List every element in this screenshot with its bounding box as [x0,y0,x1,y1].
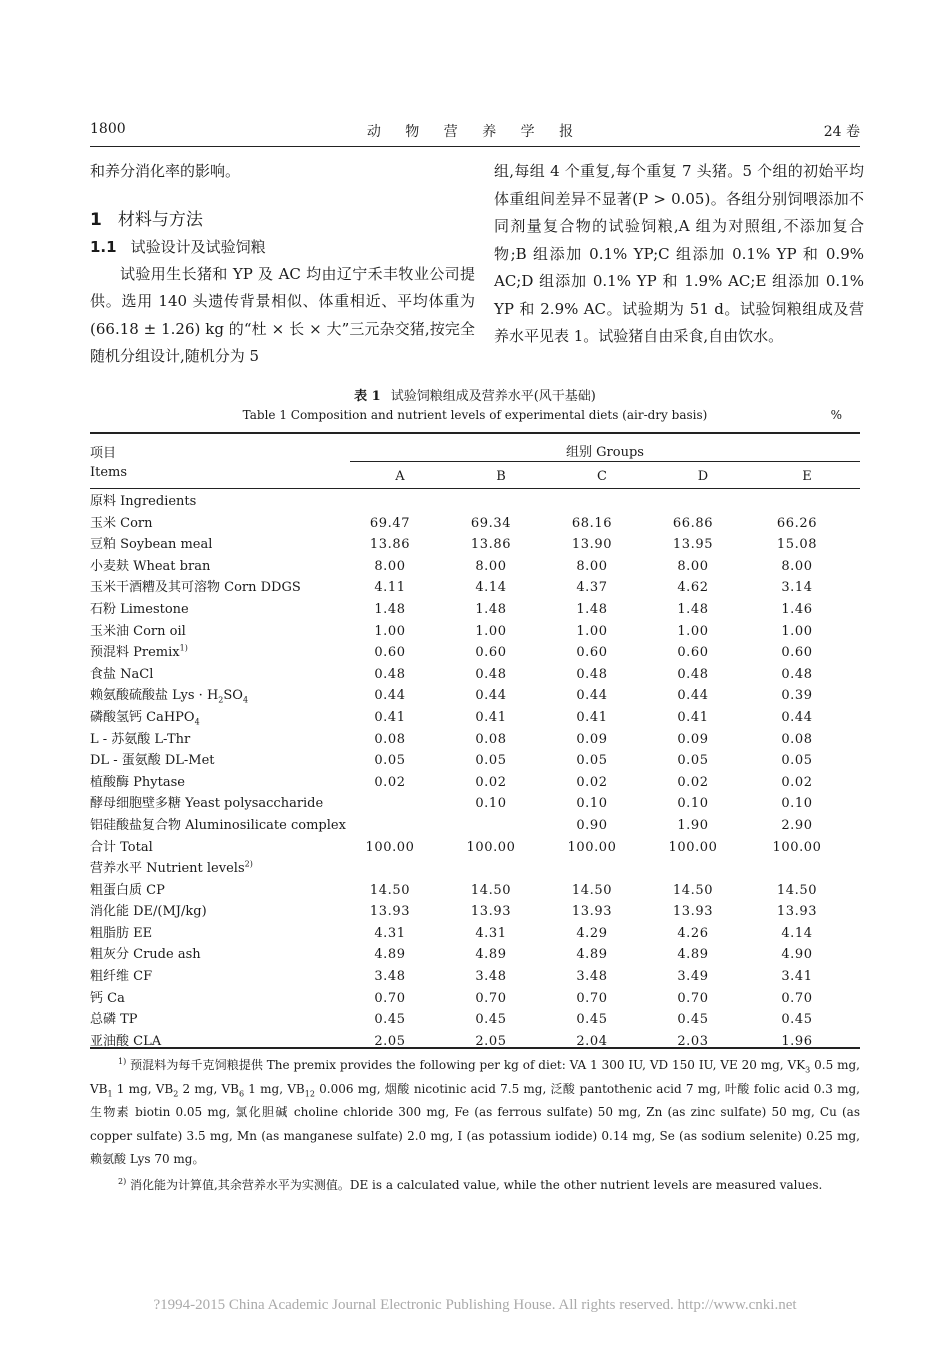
table-head-rule [90,488,860,489]
table-cell: 0.41 [475,709,507,725]
row-label: 营养水平 Nutrient levels$^{2)}$ [90,859,253,877]
table-cell: 4.14 [781,925,813,941]
note-2: $^{2)}$ 消化能为计算值,其余营养水平为实测值。DE is a calculated value, while the other nutrient levels are measured values. [118,1176,823,1192]
table-cell: 13.93 [470,904,512,920]
table-cell: 13.93 [369,904,411,920]
table-cell: 4.11 [374,580,406,596]
table-cell: 3.49 [677,969,709,985]
row-label: 玉米油 Corn oil [90,623,186,639]
table-cell: 0.09 [576,731,608,747]
table-row [90,664,860,686]
table-row [90,685,860,707]
row-label: 消化能 DE/(MJ/kg) [90,904,207,920]
header-rule [90,146,860,147]
continued-paragraph: 和养分消化率的影响。 [90,162,241,180]
table-cell: 0.70 [677,990,709,1006]
table-cell: 0.08 [475,731,507,747]
table-cell: 0.05 [677,753,709,769]
table-row [90,923,860,945]
table-cell: 4.31 [475,925,507,941]
table-cell: 8.00 [781,558,813,574]
table-cell: 0.10 [576,796,608,812]
table-row [90,858,860,880]
row-label: 合计 Total [90,839,153,855]
table-cell: 3.14 [781,580,813,596]
table-cell: 13.93 [776,904,818,920]
subsection-number: 1.1 [90,237,117,256]
table-row [90,513,860,535]
table-row [90,880,860,902]
table-row [90,901,860,923]
table-row [90,793,860,815]
head-item-en: Items [90,465,128,480]
row-label: 磷酸氢钙 CaHPO$_4$ [90,709,200,727]
row-label: 玉米干酒糟及其可溶物 Corn DDGS [90,580,301,596]
table-cell: 0.60 [374,645,406,661]
section-heading [90,207,475,234]
table-cell: 100.00 [567,839,617,855]
left-column [90,158,475,371]
table-row [90,556,860,578]
table-row [90,966,860,988]
table-cell: 0.48 [374,666,406,682]
table-cell: 0.41 [374,709,406,725]
table-row [90,837,860,859]
row-label: 石粉 Limestone [90,601,189,617]
table-row [90,944,860,966]
table-cell: 14.50 [470,882,512,898]
table-cell: 3.48 [475,969,507,985]
row-label: 小麦麸 Wheat bran [90,558,211,574]
row-label: DL - 蛋氨酸 DL-Met [90,753,215,769]
table-cell: 100.00 [365,839,415,855]
table-cell: 0.08 [781,731,813,747]
table-cell: 0.90 [576,817,608,833]
copyright-footer: ?1994-2015 China Academic Journal Electronic Publishing House. All rights reserved. http://www.cnki.net [153,1297,797,1313]
table-row [90,599,860,621]
table-cell: 0.10 [475,796,507,812]
table-unit: % [830,408,842,422]
table-label: 表 1 [354,389,381,404]
table-cell: 4.31 [374,925,406,941]
body-paragraph-right: 组,每组 4 个重复,每个重复 7 头猪。5 个组的初始平均体重组间差异不显著(P > 0.05)。各组分别饲喂添加不同剂量复合物的试验饲粮,A 组为对照组,不添加复合物;B 组添加 0.1% YP;C 组添加 0.1% YP 和 0.9% AC;D 组添加 0.1% YP 和 1.9% AC;E 组添加 0.1% YP 和 2.9% AC。试验期为 51 d。试验饲粮组成及营养水平见表 1。试验猪自由采食,自由饮水。 [494,162,864,345]
table-cell: 1.00 [677,623,709,639]
table-cell: 0.05 [374,753,406,769]
row-label: 亚油酸 CLA [90,1033,162,1049]
head-item-cn: 项目 [90,446,117,461]
table-cell: 0.48 [781,666,813,682]
table-cell: 13.93 [672,904,714,920]
table-row [90,621,860,643]
table-group-rule [350,461,860,462]
table-cell: 8.00 [374,558,406,574]
table-cell: 0.02 [576,774,608,790]
table-cell: 13.93 [571,904,613,920]
note-1: $^{1)}$ 预混料为每千克饲粮提供 The premix provides the following per kg of diet: VA 1 300 IU, VD 150 IU, VE 20 mg, $VK_3$ 0.5 mg, $VB_1$ 1 mg, $VB_2$ 2 mg, $VB_6$ 1 mg, $VB_{12}$ 0.006 mg, 烟酸 nicotinic acid 7.5 mg, 泛酸 pantothenic acid 7 mg, 叶酸 folic acid 0.3 mg, 生物素 biotin 0.05 mg, 氯化胆碱 choline chloride 300 mg, Fe (as ferrous sulfate) 50 mg, Zn (as zinc sulfate) 50 mg, Cu (as copper sulfate) 3.5 mg, Mn (as manganese sulfate) 2.0 mg, I (as potassium iodide) 0.14 mg, Se (as sodium selenite) 0.25 mg, 赖氨酸 Lys 70 mg。 [90,1057,860,1166]
row-label: 粗蛋白质 CP [90,882,165,898]
table-top-rule [90,432,860,434]
section-number: 1 [90,209,102,230]
table-cell: 0.02 [374,774,406,790]
row-label: 原料 Ingredients [90,494,197,509]
table-cell: 8.00 [576,558,608,574]
table-notes [90,1054,860,1197]
table-cell: 14.50 [369,882,411,898]
table-cell: 0.45 [475,1012,507,1028]
table-row [90,1009,860,1031]
row-label: 赖氨酸硫酸盐 Lys · $H_2SO_4$ [90,688,249,705]
table-cell: 1.48 [677,601,709,617]
row-label: L - 苏氨酸 L-Thr [90,731,191,747]
table-cell: 0.70 [374,990,406,1006]
section-title: 材料与方法 [117,209,203,230]
table-cell: 3.41 [781,969,813,985]
row-label: 植酸酶 Phytase [90,774,185,790]
column-header: B [496,469,506,484]
table-caption-cn [90,385,860,404]
table-cell: 100.00 [772,839,822,855]
table-title-cn: 试验饲粮组成及营养水平(风干基础) [390,389,596,404]
table-cell: 8.00 [677,558,709,574]
table-cell: 4.89 [576,947,608,963]
table-cell: 1.48 [475,601,507,617]
table-cell: 14.50 [776,882,818,898]
table-cell: 2.05 [374,1033,406,1049]
table-cell: 68.16 [571,515,613,531]
table-cell: 0.48 [576,666,608,682]
table-cell: 13.95 [672,537,714,553]
table-cell: 0.09 [677,731,709,747]
table-cell: 1.90 [677,817,709,833]
table-cell: 0.70 [576,990,608,1006]
column-header: D [697,469,709,484]
table-cell: 66.26 [776,515,818,531]
table-cell: 0.44 [374,688,406,704]
table-row [90,577,860,599]
table-cell: 66.86 [672,515,714,531]
table-title-en: Table 1 Composition and nutrient levels of experimental diets (air-dry basis) [242,408,708,422]
table-cell: 15.08 [776,537,818,553]
table-cell: 0.05 [475,753,507,769]
table-cell: 2.03 [677,1033,709,1049]
subsection-title: 试验设计及试验饲粮 [130,237,266,256]
table-cell: 14.50 [571,882,613,898]
table-cell: 1.48 [576,601,608,617]
table-cell: 0.60 [677,645,709,661]
table-cell: 4.37 [576,580,608,596]
table-cell: 0.02 [677,774,709,790]
table-cell: 2.04 [576,1033,608,1049]
table-cell: 0.45 [781,1012,813,1028]
table-cell: 1.00 [576,623,608,639]
row-label: 钙 Ca [90,990,125,1006]
table-row [90,772,860,794]
row-label: 豆粕 Soybean meal [90,537,213,553]
subsection-heading [90,234,475,261]
table-cell: 0.48 [475,666,507,682]
table-cell: 14.50 [672,882,714,898]
running-header [90,121,860,143]
table-cell: 0.44 [475,688,507,704]
table-cell: 1.46 [781,601,813,617]
column-header: A [395,469,405,484]
table-cell: 3.48 [374,969,406,985]
head-groups: 组别 Groups [566,445,644,460]
column-header: E [802,469,812,484]
table-cell: 0.44 [576,688,608,704]
table-cell: 0.41 [677,709,709,725]
table-cell: 0.08 [374,731,406,747]
table-cell: 0.60 [781,645,813,661]
table-cell: 0.45 [374,1012,406,1028]
table-row [90,729,860,751]
table-cell: 4.89 [677,947,709,963]
table-cell: 13.86 [369,537,411,553]
row-label: 粗纤维 CF [90,969,153,985]
table-row [90,642,860,664]
table-row [90,491,860,513]
table-row [90,750,860,772]
table-body [90,491,860,1052]
table-cell: 0.05 [576,753,608,769]
row-label: 玉米 Corn [90,515,153,531]
table-cell: 0.02 [781,774,813,790]
table-cell: 2.90 [781,817,813,833]
table-cell: 0.02 [475,774,507,790]
table-cell: 2.05 [475,1033,507,1049]
row-label: 食盐 NaCl [90,666,154,682]
page-number: 1800 [90,121,126,137]
table-cell: 4.29 [576,925,608,941]
table-cell: 4.26 [677,925,709,941]
journal-title: 动 物 营 养 学 报 [366,124,584,140]
table-row [90,534,860,556]
table-cell: 8.00 [475,558,507,574]
volume-label: 24 卷 [823,124,860,140]
table-cell: 0.39 [781,688,813,704]
table-cell: 100.00 [466,839,516,855]
table-cell: 4.62 [677,580,709,596]
table-cell: 69.34 [470,515,512,531]
table-cell: 0.44 [677,688,709,704]
table-cell: 1.96 [781,1033,813,1049]
table-cell: 0.70 [475,990,507,1006]
table-cell: 1.48 [374,601,406,617]
table-cell: 0.10 [781,796,813,812]
table-cell: 0.44 [781,709,813,725]
table-cell: 0.05 [781,753,813,769]
table-row [90,988,860,1010]
table-caption-en [90,408,860,422]
table-cell: 0.41 [576,709,608,725]
table-cell: 0.45 [677,1012,709,1028]
table-cell: 13.86 [470,537,512,553]
table-cell: 4.89 [475,947,507,963]
table-cell: 0.10 [677,796,709,812]
table-cell: 0.45 [576,1012,608,1028]
table-cell: 0.60 [475,645,507,661]
table-cell: 0.48 [677,666,709,682]
row-label: 铝硅酸盐复合物 Aluminosilicate complex [90,817,346,833]
table-cell: 69.47 [369,515,411,531]
table-cell: 0.70 [781,990,813,1006]
row-label: 粗灰分 Crude ash [90,947,201,963]
body-paragraph: 试验用生长猪和 YP 及 AC 均由辽宁禾丰牧业公司提供。选用 140 头遗传背景相似、体重相近、平均体重为(66.18 ± 1.26) kg 的“杜 × 长 × 大”三元杂交猪,按完全随机分组设计,随机分为 5 [90,264,475,365]
table-row [90,1031,860,1053]
row-label: 总磷 TP [90,1012,138,1028]
table-cell: 4.14 [475,580,507,596]
row-label: 酵母细胞壁多糖 Yeast polysaccharide [90,796,324,812]
table-cell: 3.48 [576,969,608,985]
table-row [90,815,860,837]
row-label: 粗脂肪 EE [90,925,153,941]
table-cell: 1.00 [781,623,813,639]
table-cell: 0.60 [576,645,608,661]
column-header: C [597,469,607,484]
table-cell: 13.90 [571,537,613,553]
table-cell: 100.00 [668,839,718,855]
table-cell: 4.90 [781,947,813,963]
right-column [494,158,864,351]
table-cell: 1.00 [374,623,406,639]
table-row [90,707,860,729]
table-cell: 4.89 [374,947,406,963]
table-cell: 1.00 [475,623,507,639]
row-label: 预混料 Premix$^{1)}$ [90,643,188,661]
